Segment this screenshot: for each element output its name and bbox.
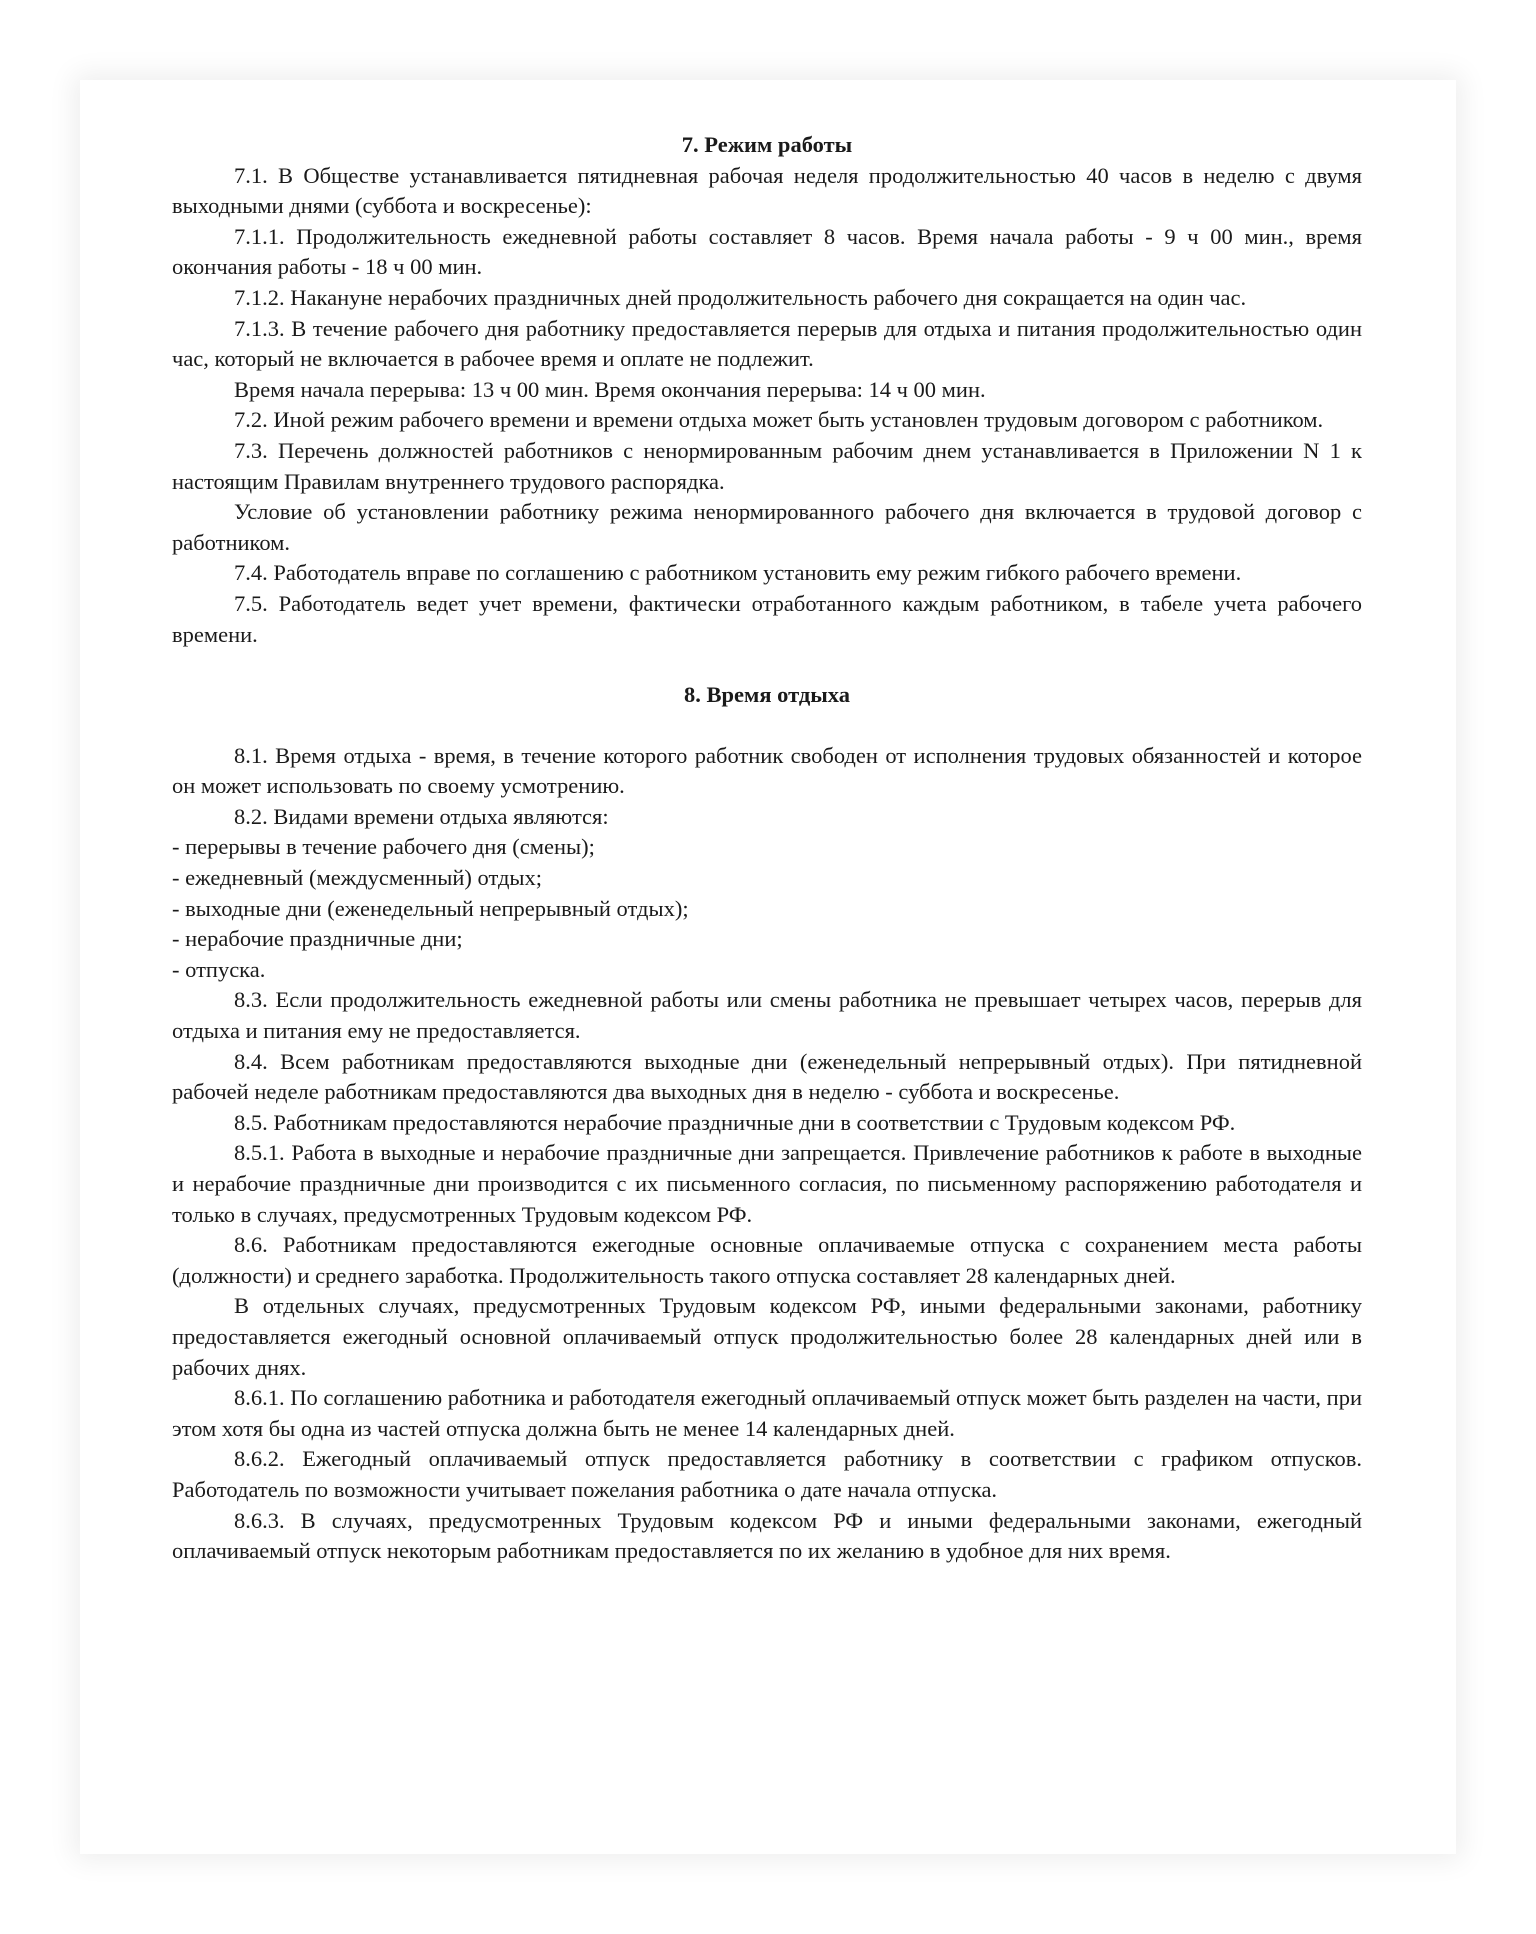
list-item-weekends: - выходные дни (еженедельный непрерывный отдых); <box>172 895 689 921</box>
document-page <box>80 80 1456 1854</box>
paragraph-irregular-day: Условие об установлении работнику режима ненормированного рабочего дня включается в трудовой договор с работником. <box>172 499 1362 555</box>
paragraph-7-1: 7.1. В Обществе устанавливается пятидневная рабочая неделя продолжительностью 40 часов в неделю с двумя выходными днями (суббота и воскресенье): <box>172 162 1362 219</box>
paragraph-7-1-2: 7.1.2. Накануне нерабочих праздничных дней продолжительность рабочего дня сокращается на один час. <box>234 284 1247 310</box>
paragraph-8-6-2: 8.6.2. Ежегодный оплачиваемый отпуск предоставляется работнику в соответствии с графиком отпусков. Работодатель по возможности учитывает пожелания работника о дате начала отпуска. <box>172 1446 1362 1502</box>
section-spacer <box>172 650 1362 680</box>
paragraph-7-4: 7.4. Работодатель вправе по соглашению с работником установить ему режим гибкого рабочего времени. <box>234 560 1242 586</box>
section-7-title: 7. Режим работы <box>681 132 853 157</box>
section-8-title: 8. Время отдыха <box>684 682 850 708</box>
paragraph-8-4: 8.4. Всем работникам предоставляются выходные дни (еженедельный непрерывный отдых). При пятидневной рабочей неделе работникам предоставляются два выходных дня в неделю - суббота и воскресенье. <box>172 1048 1362 1105</box>
paragraph-break-time: Время начала перерыва: 13 ч 00 мин. Время окончания перерыва: 14 ч 00 мин. <box>234 376 986 402</box>
paragraph-extended-vacation: В отдельных случаях, предусмотренных Трудовым кодексом РФ, иными федеральными законами, работнику предоставляется ежегодный основной оплачиваемый отпуск продолжительностью более 28 календарных дней или в рабочих днях. <box>172 1293 1362 1380</box>
paragraph-8-5-1: 8.5.1. Работа в выходные и нерабочие праздничные дни запрещается. Привлечение работников к работе в выходные и нерабочие праздничные дни производится с их письменного согласия, по письменному распоряжению работодателя и только в случаях, предусмотренных Трудовым кодексом РФ. <box>172 1140 1362 1227</box>
paragraph-8-5: 8.5. Работникам предоставляются нерабочие праздничные дни в соответствии с Трудовым кодексом РФ. <box>234 1109 1236 1135</box>
list-item-daily-rest: - ежедневный (междусменный) отдых; <box>172 865 543 891</box>
paragraph-7-1-1: 7.1.1. Продолжительность ежедневной работы составляет 8 часов. Время начала работы - 9 ч 00 мин., время окончания работы - 18 ч 00 мин. <box>172 223 1362 280</box>
paragraph-8-6-1: 8.6.1. По соглашению работника и работодателя ежегодный оплачиваемый отпуск может быть разделен на части, при этом хотя бы одна из частей отпуска должна быть не менее 14 календарных дней. <box>172 1385 1362 1441</box>
paragraph-8-1: 8.1. Время отдыха - время, в течение которого работник свободен от исполнения трудовых обязанностей и которое он может использовать по своему усмотрению. <box>172 742 1362 799</box>
list-item-vacations: - отпуска. <box>172 956 266 982</box>
document-content <box>172 130 1362 1567</box>
paragraph-7-1-3: 7.1.3. В течение рабочего дня работнику предоставляется перерыв для отдыха и питания продолжительностью один час, который не включается в рабочее время и оплате не подлежит. <box>172 315 1362 372</box>
paragraph-8-3: 8.3. Если продолжительность ежедневной работы или смены работника не превышает четырех часов, перерыв для отдыха и питания ему не предоставляется. <box>172 987 1362 1044</box>
list-item-breaks: - перерывы в течение рабочего дня (смены); <box>172 834 595 860</box>
heading-spacer <box>172 711 1362 741</box>
paragraph-8-6: 8.6. Работникам предоставляются ежегодные основные оплачиваемые отпуска с сохранением места работы (должности) и среднего заработка. Продолжительность такого отпуска составляет 28 календарных дней. <box>172 1232 1362 1288</box>
paragraph-7-5: 7.5. Работодатель ведет учет времени, фактически отработанного каждым работником, в табеле учета рабочего времени. <box>172 590 1362 647</box>
list-item-holidays: - нерабочие праздничные дни; <box>172 926 463 952</box>
paragraph-7-2: 7.2. Иной режим рабочего времени и времени отдыха может быть установлен трудовым договором с работником. <box>234 407 1324 433</box>
paragraph-7-3: 7.3. Перечень должностей работников с ненормированным рабочим днем устанавливается в Приложении N 1 к настоящим Правилам внутреннего трудового распорядка. <box>172 437 1362 494</box>
paragraph-8-2: 8.2. Видами времени отдыха являются: <box>234 803 609 829</box>
paragraph-8-6-3: 8.6.3. В случаях, предусмотренных Трудовым кодексом РФ и иными федеральными законами, ежегодный оплачиваемый отпуск некоторым работникам предоставляется по их желанию в удобное для них время. <box>172 1507 1362 1564</box>
